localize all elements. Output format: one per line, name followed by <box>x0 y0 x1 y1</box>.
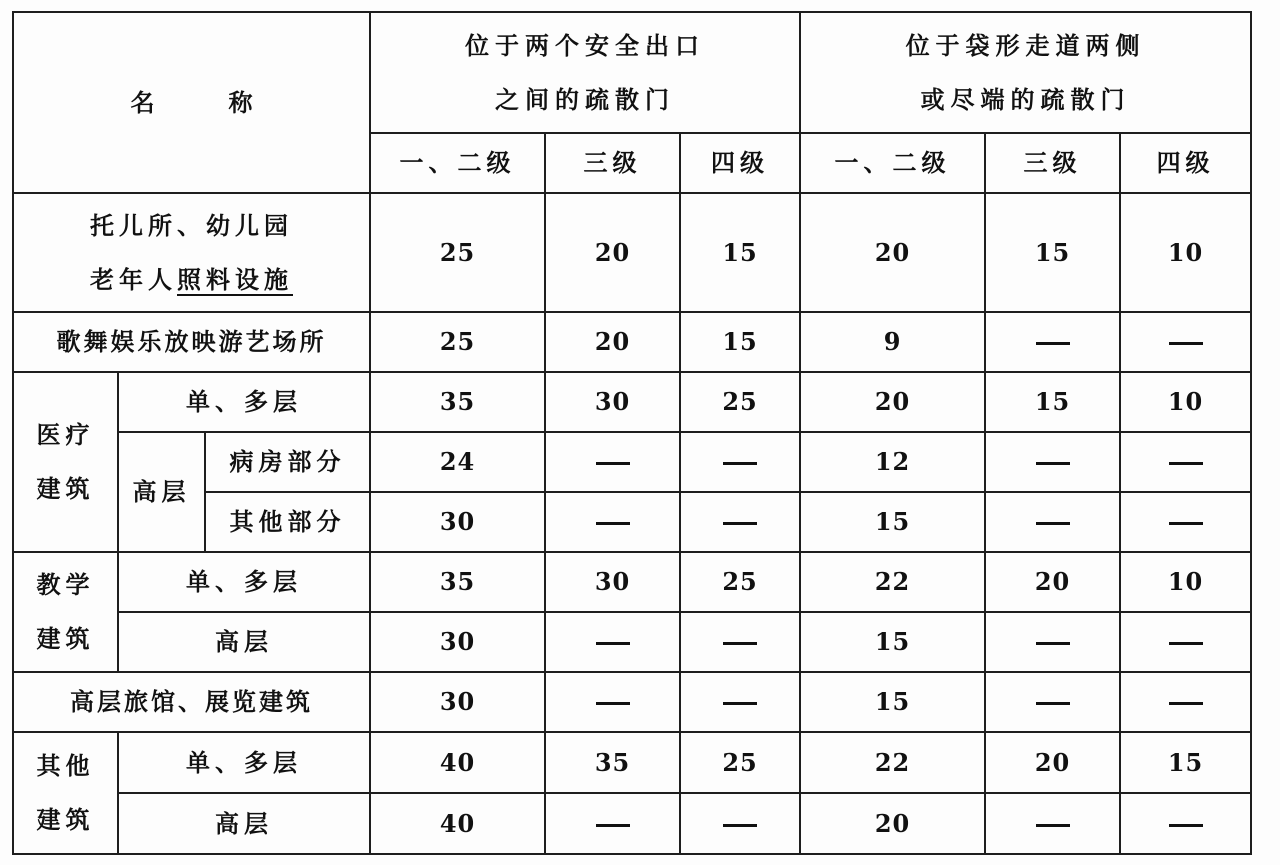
table-cell: 30 <box>545 372 680 432</box>
row-label-other <box>13 732 118 854</box>
table-cell <box>985 672 1120 732</box>
table-cell: 15 <box>680 193 800 312</box>
table-cell: 15 <box>985 193 1120 312</box>
row-label-medical <box>13 372 118 552</box>
table-cell <box>1120 312 1251 372</box>
dash-mark <box>1036 522 1070 525</box>
table-cell <box>1120 793 1251 854</box>
table-row <box>13 793 1251 854</box>
header-group1-line2: 之间的疏散门 <box>495 85 676 114</box>
table-cell <box>545 672 680 732</box>
table-row <box>13 432 1251 492</box>
dash-mark <box>596 702 630 705</box>
row-label-hotel: 高层旅馆、展览建筑 <box>13 672 370 732</box>
table-cell: 10 <box>1120 193 1251 312</box>
header-level-4-a: 四级 <box>680 133 800 193</box>
header-name-char-2: 称 <box>228 88 253 117</box>
header-name-char-1: 名 <box>130 88 155 117</box>
teaching-label-line2: 建筑 <box>36 625 95 653</box>
other-high-rise-label: 高层 <box>118 793 370 854</box>
dash-mark <box>1169 824 1203 827</box>
table-cell: 20 <box>545 312 680 372</box>
table-cell: 30 <box>370 612 545 672</box>
dash-mark <box>723 824 757 827</box>
header-level-1-2-b: 一、二级 <box>800 133 985 193</box>
table-row <box>13 672 1251 732</box>
table-cell <box>680 612 800 672</box>
header-group2-line2: 或尽端的疏散门 <box>920 85 1131 114</box>
dash-mark <box>1169 342 1203 345</box>
medical-single-multi-label: 单、多层 <box>118 372 370 432</box>
medical-label-line1: 医疗 <box>36 421 95 449</box>
table-cell: 30 <box>545 552 680 612</box>
dash-mark <box>1036 462 1070 465</box>
nursery-label-line2 <box>14 253 369 307</box>
table-cell: 24 <box>370 432 545 492</box>
table-cell <box>985 793 1120 854</box>
table-cell: 30 <box>370 672 545 732</box>
dash-mark <box>723 642 757 645</box>
row-label-nursery <box>13 193 370 312</box>
table-cell: 30 <box>370 492 545 552</box>
table-cell: 10 <box>1120 372 1251 432</box>
table-cell: 12 <box>800 432 985 492</box>
dash-mark <box>723 522 757 525</box>
header-group2-line1: 位于袋形走道两侧 <box>905 31 1146 60</box>
table-cell <box>680 793 800 854</box>
table-cell: 15 <box>800 612 985 672</box>
table-cell: 22 <box>800 552 985 612</box>
dash-mark <box>596 642 630 645</box>
table-cell <box>545 432 680 492</box>
row-label-entertainment: 歌舞娱乐放映游艺场所 <box>13 312 370 372</box>
table-cell <box>985 612 1120 672</box>
table-row <box>13 612 1251 672</box>
header-group-between-exits <box>370 12 800 133</box>
table-cell: 15 <box>1120 732 1251 793</box>
dash-mark <box>596 522 630 525</box>
dash-mark <box>596 462 630 465</box>
table-cell: 25 <box>680 552 800 612</box>
other-label-line1: 其他 <box>36 752 95 780</box>
table-cell: 15 <box>680 312 800 372</box>
table-cell: 25 <box>370 193 545 312</box>
table-cell: 15 <box>800 672 985 732</box>
table-cell: 20 <box>985 732 1120 793</box>
header-level-3-a: 三级 <box>545 133 680 193</box>
teaching-single-multi-label: 单、多层 <box>118 552 370 612</box>
table-row <box>13 552 1251 612</box>
table-cell: 15 <box>800 492 985 552</box>
other-single-multi-label: 单、多层 <box>118 732 370 793</box>
dash-mark <box>1169 702 1203 705</box>
table-cell <box>1120 672 1251 732</box>
table-cell: 25 <box>680 372 800 432</box>
medical-high-rise-label: 高层 <box>118 432 205 552</box>
dash-mark <box>1169 522 1203 525</box>
teaching-label-line1: 教学 <box>36 571 95 599</box>
medical-other-label: 其他部分 <box>205 492 370 552</box>
nursery-label-line1: 托儿所、幼儿园 <box>90 211 293 240</box>
dash-mark <box>723 462 757 465</box>
table-cell: 20 <box>985 552 1120 612</box>
dash-mark <box>723 702 757 705</box>
table-cell: 25 <box>680 732 800 793</box>
table-cell: 40 <box>370 732 545 793</box>
table-cell: 35 <box>545 732 680 793</box>
table-row <box>13 312 1251 372</box>
dash-mark <box>1036 342 1070 345</box>
table-cell: 20 <box>800 793 985 854</box>
teaching-high-rise-label: 高层 <box>118 612 370 672</box>
table-cell: 20 <box>800 193 985 312</box>
nursery-label-underlined: 照料设施 <box>177 265 293 294</box>
medical-label-line2: 建筑 <box>36 475 95 503</box>
table-cell: 25 <box>370 312 545 372</box>
evacuation-distance-table <box>12 11 1252 855</box>
header-level-3-b: 三级 <box>985 133 1120 193</box>
table-row <box>13 193 1251 312</box>
header-group-dead-end <box>800 12 1251 133</box>
table-cell <box>1120 432 1251 492</box>
dash-mark <box>1036 702 1070 705</box>
table-cell: 22 <box>800 732 985 793</box>
table-cell: 40 <box>370 793 545 854</box>
dash-mark <box>596 824 630 827</box>
table-cell <box>680 432 800 492</box>
row-label-teaching <box>13 552 118 672</box>
table-cell <box>545 492 680 552</box>
other-label-line2: 建筑 <box>36 806 95 834</box>
table-cell <box>545 612 680 672</box>
medical-ward-label: 病房部分 <box>205 432 370 492</box>
table-cell <box>1120 612 1251 672</box>
header-level-4-b: 四级 <box>1120 133 1251 193</box>
dash-mark <box>1036 824 1070 827</box>
dash-mark <box>1036 642 1070 645</box>
table-cell: 10 <box>1120 552 1251 612</box>
table-cell <box>985 312 1120 372</box>
table-row <box>13 732 1251 793</box>
table-cell: 9 <box>800 312 985 372</box>
table-cell: 35 <box>370 372 545 432</box>
table-cell <box>545 793 680 854</box>
header-level-1-2-a: 一、二级 <box>370 133 545 193</box>
table-cell <box>1120 492 1251 552</box>
table-cell: 20 <box>800 372 985 432</box>
table-row <box>13 372 1251 432</box>
dash-mark <box>1169 462 1203 465</box>
table-cell: 15 <box>985 372 1120 432</box>
table-cell <box>985 432 1120 492</box>
header-name-cell <box>13 12 370 193</box>
table-cell: 35 <box>370 552 545 612</box>
table-cell <box>680 672 800 732</box>
table-cell <box>680 492 800 552</box>
header-group1-line1: 位于两个安全出口 <box>465 31 706 60</box>
nursery-label-plain: 老年人 <box>90 265 177 294</box>
table-cell <box>985 492 1120 552</box>
dash-mark <box>1169 642 1203 645</box>
table-cell: 20 <box>545 193 680 312</box>
